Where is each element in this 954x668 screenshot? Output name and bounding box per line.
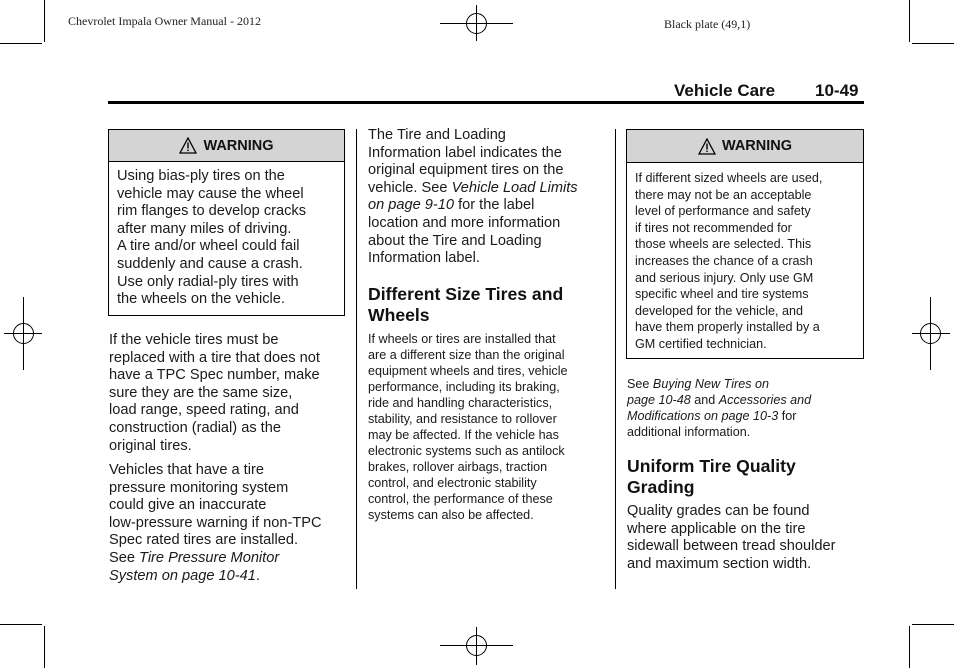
crop-mark bbox=[912, 624, 954, 625]
text-line: brakes, rollover airbags, traction bbox=[368, 460, 548, 474]
text-line: ride and handling characteristics, bbox=[368, 396, 553, 410]
section-title: Vehicle Care bbox=[674, 81, 776, 100]
crop-mark bbox=[909, 0, 910, 42]
text-line: vehicle. See Vehicle Load Limits bbox=[368, 179, 578, 196]
text-line: if tires not recommended for bbox=[635, 220, 792, 235]
warning-header bbox=[627, 130, 863, 163]
text-line: Modifications on page 10-3 for bbox=[627, 409, 797, 423]
text-line: pressure monitoring system bbox=[109, 479, 289, 496]
paragraph-tire-loading-label bbox=[368, 127, 613, 268]
crop-mark bbox=[44, 0, 45, 42]
warning-label: WARNING bbox=[721, 138, 793, 154]
paragraph-see-also bbox=[627, 376, 865, 440]
text-line: construction (radial) as the bbox=[109, 419, 281, 436]
text-line: control, the performance of these bbox=[368, 492, 553, 506]
cross-reference-link[interactable]: on page 9-10 bbox=[368, 197, 455, 214]
text-line: See Buying New Tires on bbox=[627, 377, 770, 391]
cross-reference-link[interactable]: Accessories and bbox=[718, 393, 812, 407]
text-line: Information label. bbox=[368, 250, 480, 267]
cross-reference-link[interactable]: System on page 10-41 bbox=[109, 567, 256, 584]
warning-label: WARNING bbox=[203, 137, 274, 154]
text-line: If wheels or tires are installed that bbox=[368, 332, 556, 346]
cross-reference-link[interactable]: Tire Pressure Monitor bbox=[139, 549, 280, 566]
section-heading-utqg bbox=[627, 456, 865, 498]
text-line: and serious injury. Only use GM bbox=[635, 270, 814, 285]
text-line: the wheels on the vehicle. bbox=[117, 291, 285, 308]
warning-box-bias-ply bbox=[108, 129, 345, 316]
warning-triangle-icon bbox=[698, 138, 716, 155]
text-line: Spec rated tires are installed. bbox=[109, 532, 299, 549]
heading-line: Uniform Tire Quality bbox=[627, 456, 796, 476]
heading-line: Different Size Tires and bbox=[368, 284, 564, 304]
text-line: Vehicles that have a tire bbox=[109, 462, 264, 478]
text-line: and maximum section width. bbox=[627, 555, 812, 572]
text-line: those wheels are selected. This bbox=[635, 237, 812, 252]
text-line: may be affected. If the vehicle has bbox=[368, 428, 559, 442]
cross-reference-link[interactable]: page 10-48 bbox=[627, 393, 691, 407]
heading-line: Wheels bbox=[368, 305, 430, 325]
paragraph-utqg bbox=[627, 503, 865, 573]
text-line: GM certified technician. bbox=[635, 336, 767, 351]
heading-line: Grading bbox=[627, 477, 695, 497]
text-line: suddenly and cause a crash. bbox=[117, 255, 303, 272]
text-line: If the vehicle tires must be bbox=[109, 332, 279, 348]
text-line: Information label indicates the bbox=[368, 144, 562, 161]
crop-mark bbox=[912, 43, 954, 44]
text-line: on page 9-10 for the label bbox=[368, 197, 535, 214]
text-line: original equipment tires on the bbox=[368, 162, 564, 179]
cross-reference-link[interactable]: Modifications on page 10-3 bbox=[627, 409, 779, 423]
text-line: sidewall between tread shoulder bbox=[627, 538, 836, 555]
text-line: could give an inaccurate bbox=[109, 497, 267, 514]
text-line: there may not be an acceptable bbox=[635, 187, 812, 202]
plate-label: Black plate (49,1) bbox=[664, 17, 751, 31]
text-line: have them properly installed by a bbox=[635, 320, 820, 335]
text-line: developed for the vehicle, and bbox=[635, 303, 804, 318]
section-heading-different-size bbox=[368, 284, 613, 326]
text-line: location and more information bbox=[368, 214, 561, 231]
manual-title-slug: Chevrolet Impala Owner Manual - 2012 bbox=[68, 14, 261, 28]
text-line: low-pressure warning if non-TPC bbox=[109, 514, 322, 531]
text-line: A tire and/or wheel could fail bbox=[117, 238, 300, 255]
warning-header bbox=[109, 130, 344, 162]
cross-reference-link[interactable]: Vehicle Load Limits bbox=[451, 179, 578, 196]
text-line: Quality grades can be found bbox=[627, 503, 810, 519]
paragraph-tpc-spec bbox=[109, 332, 354, 455]
text-line: performance, including its braking, bbox=[368, 380, 560, 394]
text-line: sure they are the same size, bbox=[109, 384, 293, 401]
text-line: Using bias-ply tires on the bbox=[117, 168, 285, 184]
text-line: original tires. bbox=[109, 437, 192, 454]
text-line: replaced with a tire that does not bbox=[109, 349, 320, 366]
column-divider bbox=[356, 129, 357, 589]
text-line: about the Tire and Loading bbox=[368, 232, 542, 249]
text-line: have a TPC Spec number, make bbox=[109, 367, 320, 384]
paragraph-tpms bbox=[109, 462, 354, 585]
text-line: are a different size than the original bbox=[368, 348, 565, 362]
text-line: page 10-48 and Accessories and bbox=[627, 393, 812, 407]
text-line: rim flanges to develop cracks bbox=[117, 203, 306, 220]
cross-reference-link[interactable]: Buying New Tires on bbox=[652, 377, 770, 391]
text-line: electronic systems such as antilock bbox=[368, 444, 565, 458]
crop-mark bbox=[0, 43, 42, 44]
text-line: increases the chance of a crash bbox=[635, 253, 813, 268]
text-line: The Tire and Loading bbox=[368, 127, 506, 143]
column-divider bbox=[615, 129, 616, 589]
text-line: specific wheel and tire systems bbox=[635, 287, 809, 302]
text-line: stability, and resistance to rollover bbox=[368, 412, 557, 426]
text-line: System on page 10-41. bbox=[109, 567, 260, 584]
warning-text bbox=[627, 163, 863, 353]
text-line: If different sized wheels are used, bbox=[635, 171, 823, 185]
crop-mark bbox=[909, 626, 910, 668]
text-line: load range, speed rating, and bbox=[109, 402, 299, 419]
page-number: 10-49 bbox=[815, 81, 859, 100]
text-line: equipment wheels and tires, vehicle bbox=[368, 364, 568, 378]
text-line: vehicle may cause the wheel bbox=[117, 185, 304, 202]
text-line: control, and electronic stability bbox=[368, 476, 537, 490]
text-line: additional information. bbox=[627, 425, 751, 439]
warning-text bbox=[109, 162, 344, 309]
warning-box-different-size bbox=[626, 129, 864, 359]
text-line: systems can also be affected. bbox=[368, 508, 534, 522]
warning-triangle-icon bbox=[179, 137, 197, 154]
paragraph-different-size bbox=[368, 331, 613, 523]
text-line: after many miles of driving. bbox=[117, 220, 292, 237]
text-line: See Tire Pressure Monitor bbox=[109, 549, 280, 566]
text-line: level of performance and safety bbox=[635, 204, 811, 219]
text-line: Use only radial-ply tires with bbox=[117, 273, 299, 290]
header-rule bbox=[108, 101, 864, 104]
text-line: where applicable on the tire bbox=[627, 520, 806, 537]
crop-mark bbox=[0, 624, 42, 625]
crop-mark bbox=[44, 626, 45, 668]
